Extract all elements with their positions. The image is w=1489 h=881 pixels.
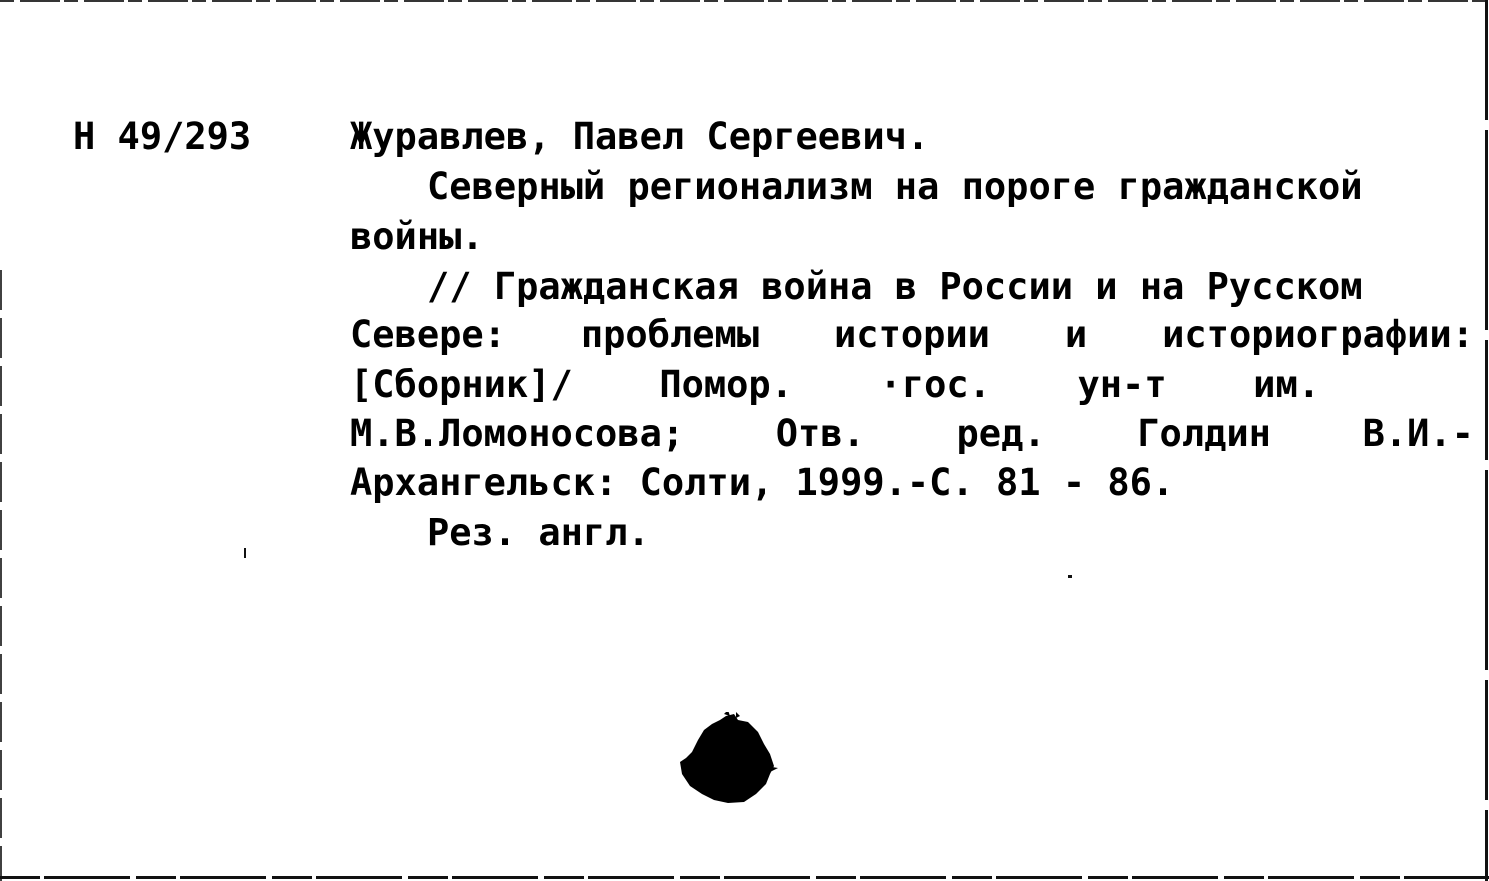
scan-speck (244, 548, 246, 558)
scan-speck (1068, 575, 1072, 578)
source-word: историографии: (1162, 313, 1474, 356)
punch-hole-icon (678, 712, 778, 809)
source-word: и (1064, 313, 1088, 356)
author-heading: Журавлев, Павел Сергеевич. (350, 115, 930, 158)
source-word: ред. (956, 412, 1046, 455)
source-word: истории (834, 313, 990, 356)
title-line-1: Северный регионализм на пороге гражданской (427, 165, 1363, 208)
source-word: ун-т (1077, 363, 1167, 406)
summary-note: Рез. англ. (427, 511, 650, 554)
title-line-2: войны. (350, 215, 484, 258)
source-word: Голдин (1137, 412, 1271, 455)
source-word: проблемы (580, 313, 760, 356)
card-top-edge (0, 0, 1489, 2)
source-line-5: Архангельск: Солти, 1999.-С. 81 - 86. (350, 461, 1175, 504)
source-line-3 (350, 363, 1320, 406)
card-bottom-edge (0, 876, 1489, 879)
source-word: В.И.- (1362, 412, 1474, 455)
source-word: М.В.Ломоносова; (350, 412, 685, 455)
source-word: [Сборник]/ (350, 363, 573, 406)
source-line-4 (350, 412, 1474, 455)
source-word: Отв. (775, 412, 865, 455)
source-line-2 (350, 313, 1474, 356)
source-word: ·гос. (879, 363, 991, 406)
source-word: Севере: (350, 313, 506, 356)
card-left-edge (0, 270, 2, 881)
source-word: им. (1253, 363, 1320, 406)
source-word: Помор. (659, 363, 793, 406)
source-line-1: // Гражданская война в России и на Русском (427, 265, 1363, 308)
call-number: Н 49/293 (73, 115, 252, 158)
card-right-edge (1485, 0, 1488, 881)
